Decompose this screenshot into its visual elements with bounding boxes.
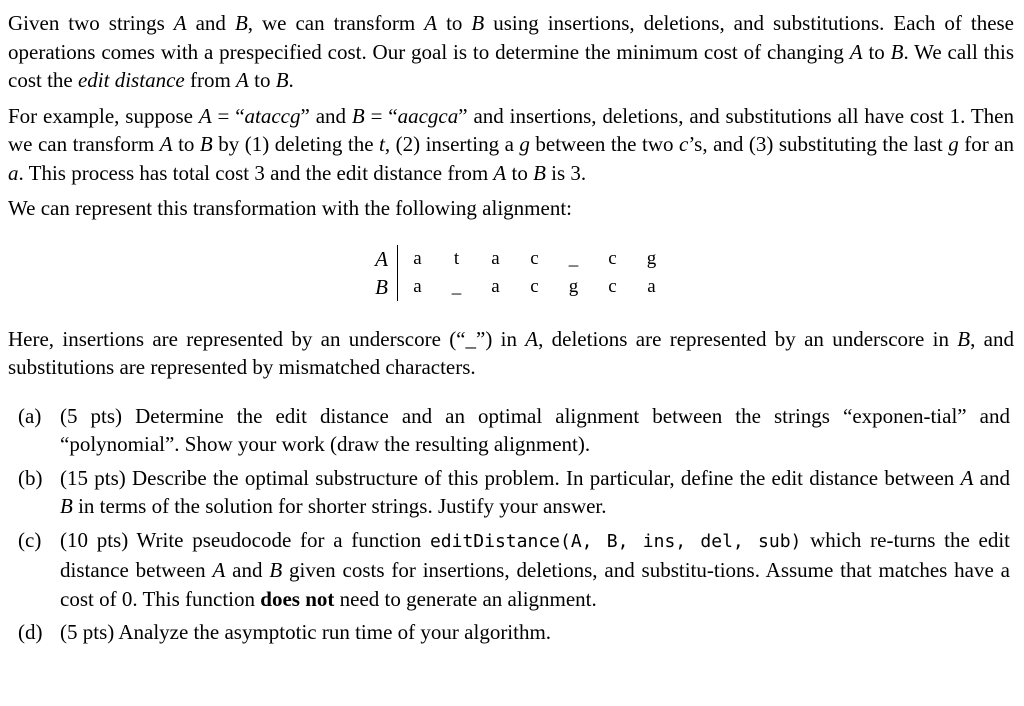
- var-a: A: [849, 39, 863, 64]
- alignment-row-a: [366, 245, 671, 273]
- term-edit-distance: edit distance: [77, 68, 185, 92]
- var-a: A: [960, 465, 974, 490]
- text: using insertions, deletions, and substitutions. Each of these operations comes with a prespecified cost. Our goal is to determine the minimum cost of changing: [8, 11, 1015, 64]
- var-a: A: [424, 11, 438, 35]
- alignment-row-b: [366, 273, 671, 301]
- alignment-cell: _: [568, 247, 579, 269]
- text: and: [186, 11, 235, 35]
- alignment-cell: _: [451, 275, 462, 297]
- represent-paragraph: [8, 194, 1014, 223]
- example-paragraph: [8, 102, 1014, 188]
- alignment-cell: c: [530, 247, 539, 269]
- text: = “: [364, 103, 398, 128]
- part-body: (5 pts) Analyze the asymptotic run time of your algorithm.: [60, 620, 552, 644]
- text: and: [973, 465, 1010, 490]
- part-body: (5 pts) Determine the edit distance and an optimal alignment between the strings “exponen-tial” and “polynomial”. Show your work (draw the resulting alignment).: [60, 403, 1010, 456]
- text: to: [437, 11, 472, 35]
- emphasis-does-not: does not: [260, 586, 335, 611]
- alignment-cell: a: [647, 275, 656, 297]
- function-signature: editDistance(A, B, ins, del, sub): [429, 530, 802, 552]
- text: between the two: [529, 132, 679, 156]
- part-label: (a): [18, 403, 42, 428]
- var-b: B: [957, 326, 971, 351]
- part-b: [8, 464, 1014, 521]
- alignment-figure: [8, 245, 1014, 303]
- alignment-cell: t: [453, 247, 460, 269]
- var-b: B: [351, 103, 365, 128]
- part-label: (d): [18, 620, 43, 644]
- var-a: A: [525, 326, 539, 351]
- row-label-a: A: [366, 245, 398, 273]
- text: , and substitutions are represented by mismatched characters.: [8, 326, 1014, 379]
- string-a-value: ataccg: [244, 103, 301, 128]
- alignment-cell: a: [413, 275, 422, 297]
- var-a: A: [493, 160, 507, 185]
- var-b: B: [60, 494, 73, 518]
- text: need to generate an alignment.: [334, 586, 597, 611]
- alignment-cell: c: [608, 247, 617, 269]
- var-a: A: [212, 558, 226, 582]
- text: Here, insertions are represented by an underscore (“_”) in: [8, 326, 526, 351]
- text: for an: [958, 132, 1014, 156]
- text: which re-turns the edit distance between: [60, 527, 1011, 582]
- intro-paragraph: [8, 9, 1014, 95]
- alignment-cell: a: [413, 247, 422, 269]
- row-label-b: B: [366, 273, 398, 301]
- string-b-value: aacgca: [397, 103, 459, 128]
- char-a: a: [8, 160, 19, 185]
- alignment-cell: a: [491, 275, 500, 297]
- text: For example, suppose: [8, 103, 199, 128]
- text: ’s, and (3) substituting the last: [688, 132, 949, 156]
- text: . This process has total cost 3 and the edit distance from: [18, 160, 494, 185]
- alignment-cell: a: [491, 247, 500, 269]
- part-label: (c): [18, 527, 42, 552]
- text: ” and: [300, 103, 352, 128]
- text: ” and insertions, deletions, and substitutions all have cost 1. Then we can transform: [8, 103, 1014, 156]
- var-b: B: [533, 160, 546, 185]
- text: (10 pts) Write pseudocode for a function: [60, 527, 430, 552]
- text: , deletions are represented by an underscore in: [538, 326, 958, 351]
- var-b: B: [275, 68, 289, 92]
- var-a: A: [236, 68, 249, 92]
- text: (15 pts) Describe the optimal substructure of this problem. In particular, define the edit distance between: [60, 465, 961, 490]
- here-paragraph: [8, 325, 1014, 382]
- text: = “: [211, 103, 245, 128]
- var-a: A: [198, 103, 212, 128]
- var-b: B: [234, 11, 248, 35]
- text: .: [288, 68, 294, 92]
- part-body: [60, 464, 1014, 521]
- alignment-cell: c: [530, 275, 539, 297]
- part-c: [8, 526, 1014, 614]
- char-g: g: [948, 132, 959, 156]
- alignment-table: [366, 245, 671, 301]
- text: We can represent this transformation with the following alignment:: [8, 196, 572, 220]
- text: is 3.: [545, 160, 587, 185]
- problem-page: [8, 9, 1014, 652]
- text: Given two strings: [8, 11, 174, 35]
- char-t: t: [379, 132, 385, 156]
- var-a: A: [159, 132, 173, 156]
- alignment-cell: g: [568, 275, 579, 297]
- part-a: [8, 402, 1014, 459]
- text: , (2) inserting a: [384, 132, 520, 156]
- char-c: c: [679, 132, 689, 156]
- question-parts: [8, 402, 1014, 647]
- text: to: [172, 132, 200, 156]
- alignment-cell: g: [646, 247, 657, 269]
- text: and: [225, 558, 270, 582]
- text: in terms of the solution for shorter strings. Justify your answer.: [72, 494, 607, 518]
- text: by (1) deleting the: [212, 132, 380, 156]
- text: . We call this cost the: [8, 39, 1014, 92]
- part-d: [8, 618, 1014, 647]
- text: to: [862, 39, 891, 64]
- text: to: [248, 68, 276, 92]
- text: from: [184, 68, 237, 92]
- text: , we can transform: [247, 11, 425, 35]
- part-body: [60, 526, 1014, 614]
- var-a: A: [173, 11, 187, 35]
- text: given costs for insertions, deletions, and substitu-tions. Assume that matches have a cost of 0. This function: [60, 558, 1010, 611]
- var-b: B: [890, 39, 904, 64]
- var-b: B: [269, 558, 283, 582]
- text: to: [506, 160, 534, 185]
- char-g: g: [519, 132, 530, 156]
- alignment-cell: c: [608, 275, 617, 297]
- part-label: (b): [18, 465, 43, 490]
- var-b: B: [199, 132, 213, 156]
- var-b: B: [471, 11, 485, 35]
